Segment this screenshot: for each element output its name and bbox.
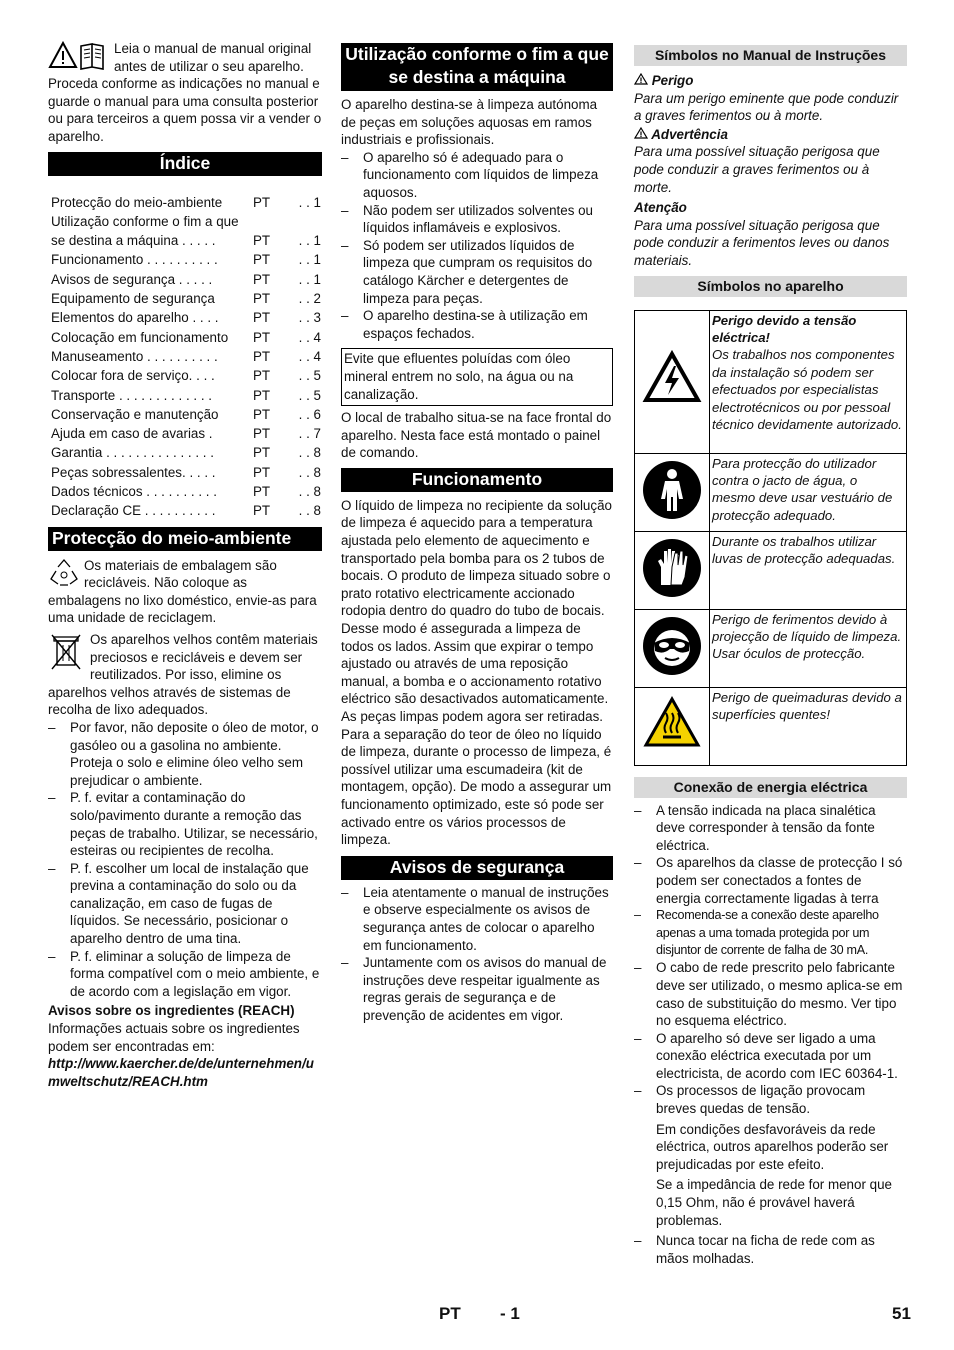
toc-row[interactable]: [51, 270, 321, 289]
toc-row[interactable]: [51, 250, 321, 269]
manual-symbols-title: Símbolos no Manual de Instruções: [634, 45, 907, 66]
toc-title: Equipamento de segurança: [51, 291, 215, 307]
list-item: – Os processos de ligação provocam breves quedas de tensão.: [634, 1082, 907, 1117]
toc-title: Avisos de segurança . . . . .: [51, 271, 213, 287]
toc-page: . . 1: [298, 252, 321, 268]
warning-text: Para uma possível situação perigosa que pode conduzir a graves ferimentos ou à morte.: [634, 144, 880, 195]
symbol-description: [710, 531, 907, 609]
protective-gloves-icon: [635, 531, 710, 609]
safety-goggles-icon: [635, 609, 710, 687]
electric-hazard-icon: [635, 310, 710, 453]
toc-language: PT: [253, 387, 271, 403]
toc-page: . . 6: [298, 406, 321, 422]
toc-title: Ajuda em caso de avarias .: [51, 426, 213, 442]
function-text-2: Para a separação do teor de óleo no líquido de limpeza, durante o processo de limpeza, é possível utilizar uma escumadeira (kit de montagem, opção). De modo a assegurar um funcionamento optimizado, este só pode ser activado entre os vários processos de limpeza.: [341, 726, 612, 848]
environment-old-devices-text: Os aparelhos velhos contêm materiais preciosos e recicláveis e devem ser reutilizados. Por isso, elimine os aparelhos velhos através de sistemas de recolha de lixo adequados.: [48, 631, 318, 718]
list-item: – P. f. escolher um local de instalação que previna a contaminação do solo ou da canalização, em caso de fugas de líquidos. Se necessário, posicionar o aparelho dentro de uma tina.: [48, 860, 322, 948]
environment-old-devices: [48, 631, 322, 719]
toc-title: Dados técnicos . . . . . . . . . .: [51, 484, 217, 500]
protective-clothing-icon: [635, 453, 710, 531]
column-middle: [341, 43, 613, 1025]
toc-title: Manuseamento . . . . . . . . . .: [51, 348, 218, 364]
power-extra-2: Se a impedância de rede for menor que 0,15 Ohm, não é provável haverá problemas.: [656, 1177, 892, 1228]
workplace-text: O local de trabalho situa-se na face frontal do aparelho. Nesta face está montado o painel de comando.: [341, 410, 612, 461]
toc-language: PT: [253, 368, 271, 384]
toc-language: PT: [253, 503, 271, 519]
toc-language: PT: [253, 252, 271, 268]
toc-language: PT: [253, 310, 271, 326]
environment-packaging-text: Os materiais de embalagem são recicláveis. Não coloque as embalagens no lixo doméstico, envie-as para uma unidade de reciclagem.: [48, 557, 317, 626]
caution-text: Para uma possível situação perigosa que pode conduzir a ferimentos leves ou danos materiais.: [634, 217, 890, 268]
environment-packaging: [48, 557, 322, 627]
symbol-description: [710, 609, 907, 687]
device-symbols-title: Símbolos no aparelho: [634, 276, 907, 297]
toc-row[interactable]: [51, 212, 321, 251]
toc-page: . . 8: [298, 445, 321, 461]
footer-page-number: 51: [892, 1304, 911, 1323]
toc-title: Utilização conforme o fim a que se destina a máquina . . . . .: [51, 213, 239, 249]
symbol-row: [635, 687, 907, 765]
symbol-row: [635, 453, 907, 531]
list-item: – O aparelho só deve ser ligado a uma conexão eléctrica executada por um electricista, de acordo com IEC 60364-1.: [634, 1030, 907, 1083]
toc-row[interactable]: [51, 289, 321, 308]
toc-title: Colocação em funcionamento: [51, 329, 229, 345]
symbol-text: Para protecção do utilizador contra o jacto de água, o mesmo deve usar vestuário de protecção adequado.: [712, 455, 893, 523]
toc-language: PT: [253, 445, 271, 461]
reach-url[interactable]: http://www.kaercher.de/de/unternehmen/umweltschutz/REACH.htm: [48, 1056, 314, 1089]
warning-read-manual-icon: [48, 40, 110, 70]
danger-text: Para um perigo eminente que pode conduzir a graves ferimentos ou à morte.: [634, 90, 899, 124]
toc-row[interactable]: [51, 463, 321, 482]
danger-triangle-icon: [634, 73, 648, 85]
symbol-description: [710, 453, 907, 531]
column-left: [48, 40, 322, 1090]
toc-language: PT: [253, 464, 271, 480]
device-symbols-table: [634, 310, 907, 766]
symbol-text: Perigo de ferimentos devido à projecção de líquido de limpeza. Usar óculos de protecção.: [712, 611, 902, 662]
list-item: – Recomenda-se a conexão deste aparelho apenas a uma tomada protegida por um disjuntor de corrente de falha de 30 mA.: [634, 907, 907, 959]
toc-title: Garantia . . . . . . . . . . . . . . .: [51, 445, 214, 461]
danger-label: Perigo: [634, 72, 907, 90]
reach-text: Informações actuais sobre os ingredientes podem ser encontradas em:: [48, 1021, 300, 1054]
toc-language: PT: [253, 329, 271, 345]
intended-use-text: O aparelho destina-se à limpeza autónoma de peças em soluções aquosas em ramos industriais e profissionais.: [341, 97, 598, 148]
toc-row[interactable]: [51, 386, 321, 405]
intended-use-list: [341, 149, 613, 343]
list-item: – A tensão indicada na placa sinalética deve corresponder à tensão da fonte eléctrica.: [634, 802, 907, 855]
reach-title: Avisos sobre os ingredientes (REACH): [48, 1003, 295, 1019]
list-item: – O aparelho destina-se à utilização em espaços fechados.: [341, 307, 613, 342]
environment-list: [48, 719, 322, 1001]
toc-title: Transporte . . . . . . . . . . . . .: [51, 387, 212, 403]
symbol-text: Os trabalhos nos componentes da instalação só podem ser efectuados por especialistas electrotécnicos ou por pessoal técnico devidamente autorizado.: [712, 347, 902, 432]
toc-title: Protecção do meio-ambiente: [51, 194, 223, 210]
symbol-text: Perigo de queimaduras devido a superfícies quentes!: [712, 689, 902, 722]
footer-local-page: - 1: [500, 1304, 520, 1323]
column-right: [634, 45, 907, 1267]
list-item: – Os aparelhos da classe de protecção I só podem ser conectados a fontes de energia correctamente ligadas à terra: [634, 854, 907, 907]
toc-row[interactable]: [51, 443, 321, 462]
toc-row[interactable]: [51, 193, 321, 212]
power-last-list: [634, 1232, 907, 1267]
toc-row[interactable]: [51, 424, 321, 443]
list-item: – Nunca tocar na ficha de rede com as mãos molhadas.: [634, 1232, 907, 1267]
toc-page: . . 2: [298, 291, 321, 307]
intended-use-title: Utilização conforme o fim a que se destina a máquina: [341, 43, 613, 91]
power-extra: [634, 1121, 907, 1230]
list-item: – P. f. evitar a contaminação do solo/pavimento durante a remoção das peças de trabalho. Utilizar, se necessário, esteiras ou recipientes de recolha.: [48, 789, 322, 859]
caution-label: Atenção: [634, 200, 687, 216]
symbol-text: Durante os trabalhos utilizar luvas de protecção adequadas.: [712, 533, 896, 566]
toc-language: PT: [253, 291, 271, 307]
power-title: Conexão de energia eléctrica: [634, 777, 907, 798]
hot-surface-icon: [635, 687, 710, 765]
symbol-row: [635, 310, 907, 453]
list-item: – P. f. eliminar a solução de limpeza de forma compatível com o meio ambiente, e de acordo com a legislação em vigor.: [48, 948, 322, 1001]
environment-title: Protecção do meio-ambiente: [48, 527, 322, 551]
toc-title: Funcionamento . . . . . . . . . .: [51, 252, 218, 268]
toc-title: Peças sobressalentes. . . . .: [51, 464, 216, 480]
toc-page: . . 5: [298, 387, 321, 403]
warning-triangle-icon: [634, 127, 648, 139]
toc-language: PT: [253, 194, 271, 210]
oil-warning-text: Evite que efluentes poluídas com óleo mineral entrem no solo, na água ou na canalização.: [344, 351, 574, 402]
recycling-icon: [48, 557, 80, 589]
toc-page: . . 5: [298, 368, 321, 384]
toc-row[interactable]: [51, 482, 321, 501]
symbol-row: [635, 609, 907, 687]
toc-row[interactable]: [51, 501, 321, 520]
toc-page: . . 3: [298, 310, 321, 326]
list-item: – Leia atentamente o manual de instruções e observe especialmente os avisos de segurança antes de colocar o aparelho em funcionamento.: [341, 884, 613, 954]
toc-language: PT: [253, 348, 271, 364]
symbol-description: [710, 310, 907, 453]
list-item: – Por favor, não deposite o óleo de motor, o gasóleo ou a gasolina no ambiente. Proteja o solo e elimine óleo velho sem prejudicar o ambiente.: [48, 719, 322, 789]
power-list: [634, 802, 907, 1118]
toc-row[interactable]: [51, 328, 321, 347]
toc-row[interactable]: [51, 405, 321, 424]
function-text-1: O líquido de limpeza no recipiente da solução de limpeza é aquecido para a temperatura ajustada pelo elemento de aquecimento e transportado pela bomba para os 2 tubos de bocais. O produto de limpeza situado sobre o prato rotativo electricamente accionado rodopia dentro do quadro do tubo de bocais. Desse modo é assegurada a limpeza de todos os lados. Assim que expirar o tempo ajustado ou através de uma reposição manual, a bomba e o accionamento rotativo eléctrico são desactivados automaticamente. As peças limpas podem agora ser retiradas.: [341, 497, 612, 724]
symbol-description: [710, 687, 907, 765]
list-item: – Juntamente com os avisos do manual de instruções deve respeitar igualmente as regras gerais de segurança e de prevenção de acidentes em vigor.: [341, 954, 613, 1024]
toc-page: . . 4: [298, 348, 321, 364]
toc-page: . . 7: [298, 426, 321, 442]
toc-language: PT: [253, 426, 271, 442]
toc-title: Elementos do aparelho . . . .: [51, 310, 219, 326]
safety-title: Avisos de segurança: [341, 856, 613, 880]
table-of-contents: [51, 193, 321, 521]
safety-list: [341, 884, 613, 1025]
intro-section: [48, 40, 322, 146]
oil-warning-box: [341, 348, 613, 406]
toc-title: Declaração CE . . . . . . . . . .: [51, 503, 216, 519]
toc-language: PT: [253, 484, 271, 500]
list-item: – O cabo de rede prescrito pelo fabricante deve ser utilizado, o mesmo aplica-se em caso de substituição do mesmo. Ver tipo no esquema eléctrico.: [634, 959, 907, 1029]
function-title: Funcionamento: [341, 468, 613, 492]
symbol-title: Perigo devido a tensão eléctrica!: [712, 312, 857, 345]
toc-page: . . 1: [298, 271, 321, 287]
toc-page: . . 8: [298, 464, 321, 480]
list-item: – Só podem ser utilizados líquidos de limpeza que cumpram os requisitos do catálogo Kärcher e detergentes de limpeza para peças.: [341, 237, 613, 307]
toc-title: Conservação e manutenção: [51, 406, 219, 422]
toc-language: PT: [253, 233, 271, 249]
symbol-row: [635, 531, 907, 609]
toc-page: . . 1: [298, 194, 321, 210]
list-item: – Não podem ser utilizados solventes ou líquidos inflamáveis e explosivos.: [341, 202, 613, 237]
toc-language: PT: [253, 271, 271, 287]
toc-row[interactable]: [51, 366, 321, 385]
toc-title: Colocar fora de serviço. . . .: [51, 368, 215, 384]
list-item: – O aparelho só é adequado para o funcionamento com líquidos de limpeza aquosos.: [341, 149, 613, 202]
warning-label: Advertência: [634, 126, 907, 144]
index-title: Índice: [48, 152, 322, 176]
toc-row[interactable]: [51, 308, 321, 327]
toc-page: . . 4: [298, 329, 321, 345]
toc-page: . . 1: [298, 233, 321, 249]
power-extra-1: Em condições desfavoráveis da rede eléctrica, outros aparelhos poderão ser prejudicadas por este efeito.: [656, 1121, 889, 1172]
toc-page: . . 8: [298, 503, 321, 519]
footer-language: PT: [439, 1304, 461, 1323]
intro-text: Leia o manual de manual original antes de utilizar o seu aparelho. Proceda conforme as indicações no manual e guarde o manual para uma consulta posterior ou para terceiros a quem possa vir a vender o aparelho.: [48, 41, 322, 144]
toc-page: . . 8: [298, 484, 321, 500]
toc-row[interactable]: [51, 347, 321, 366]
crossed-bin-icon: [48, 631, 86, 671]
toc-language: PT: [253, 406, 271, 422]
